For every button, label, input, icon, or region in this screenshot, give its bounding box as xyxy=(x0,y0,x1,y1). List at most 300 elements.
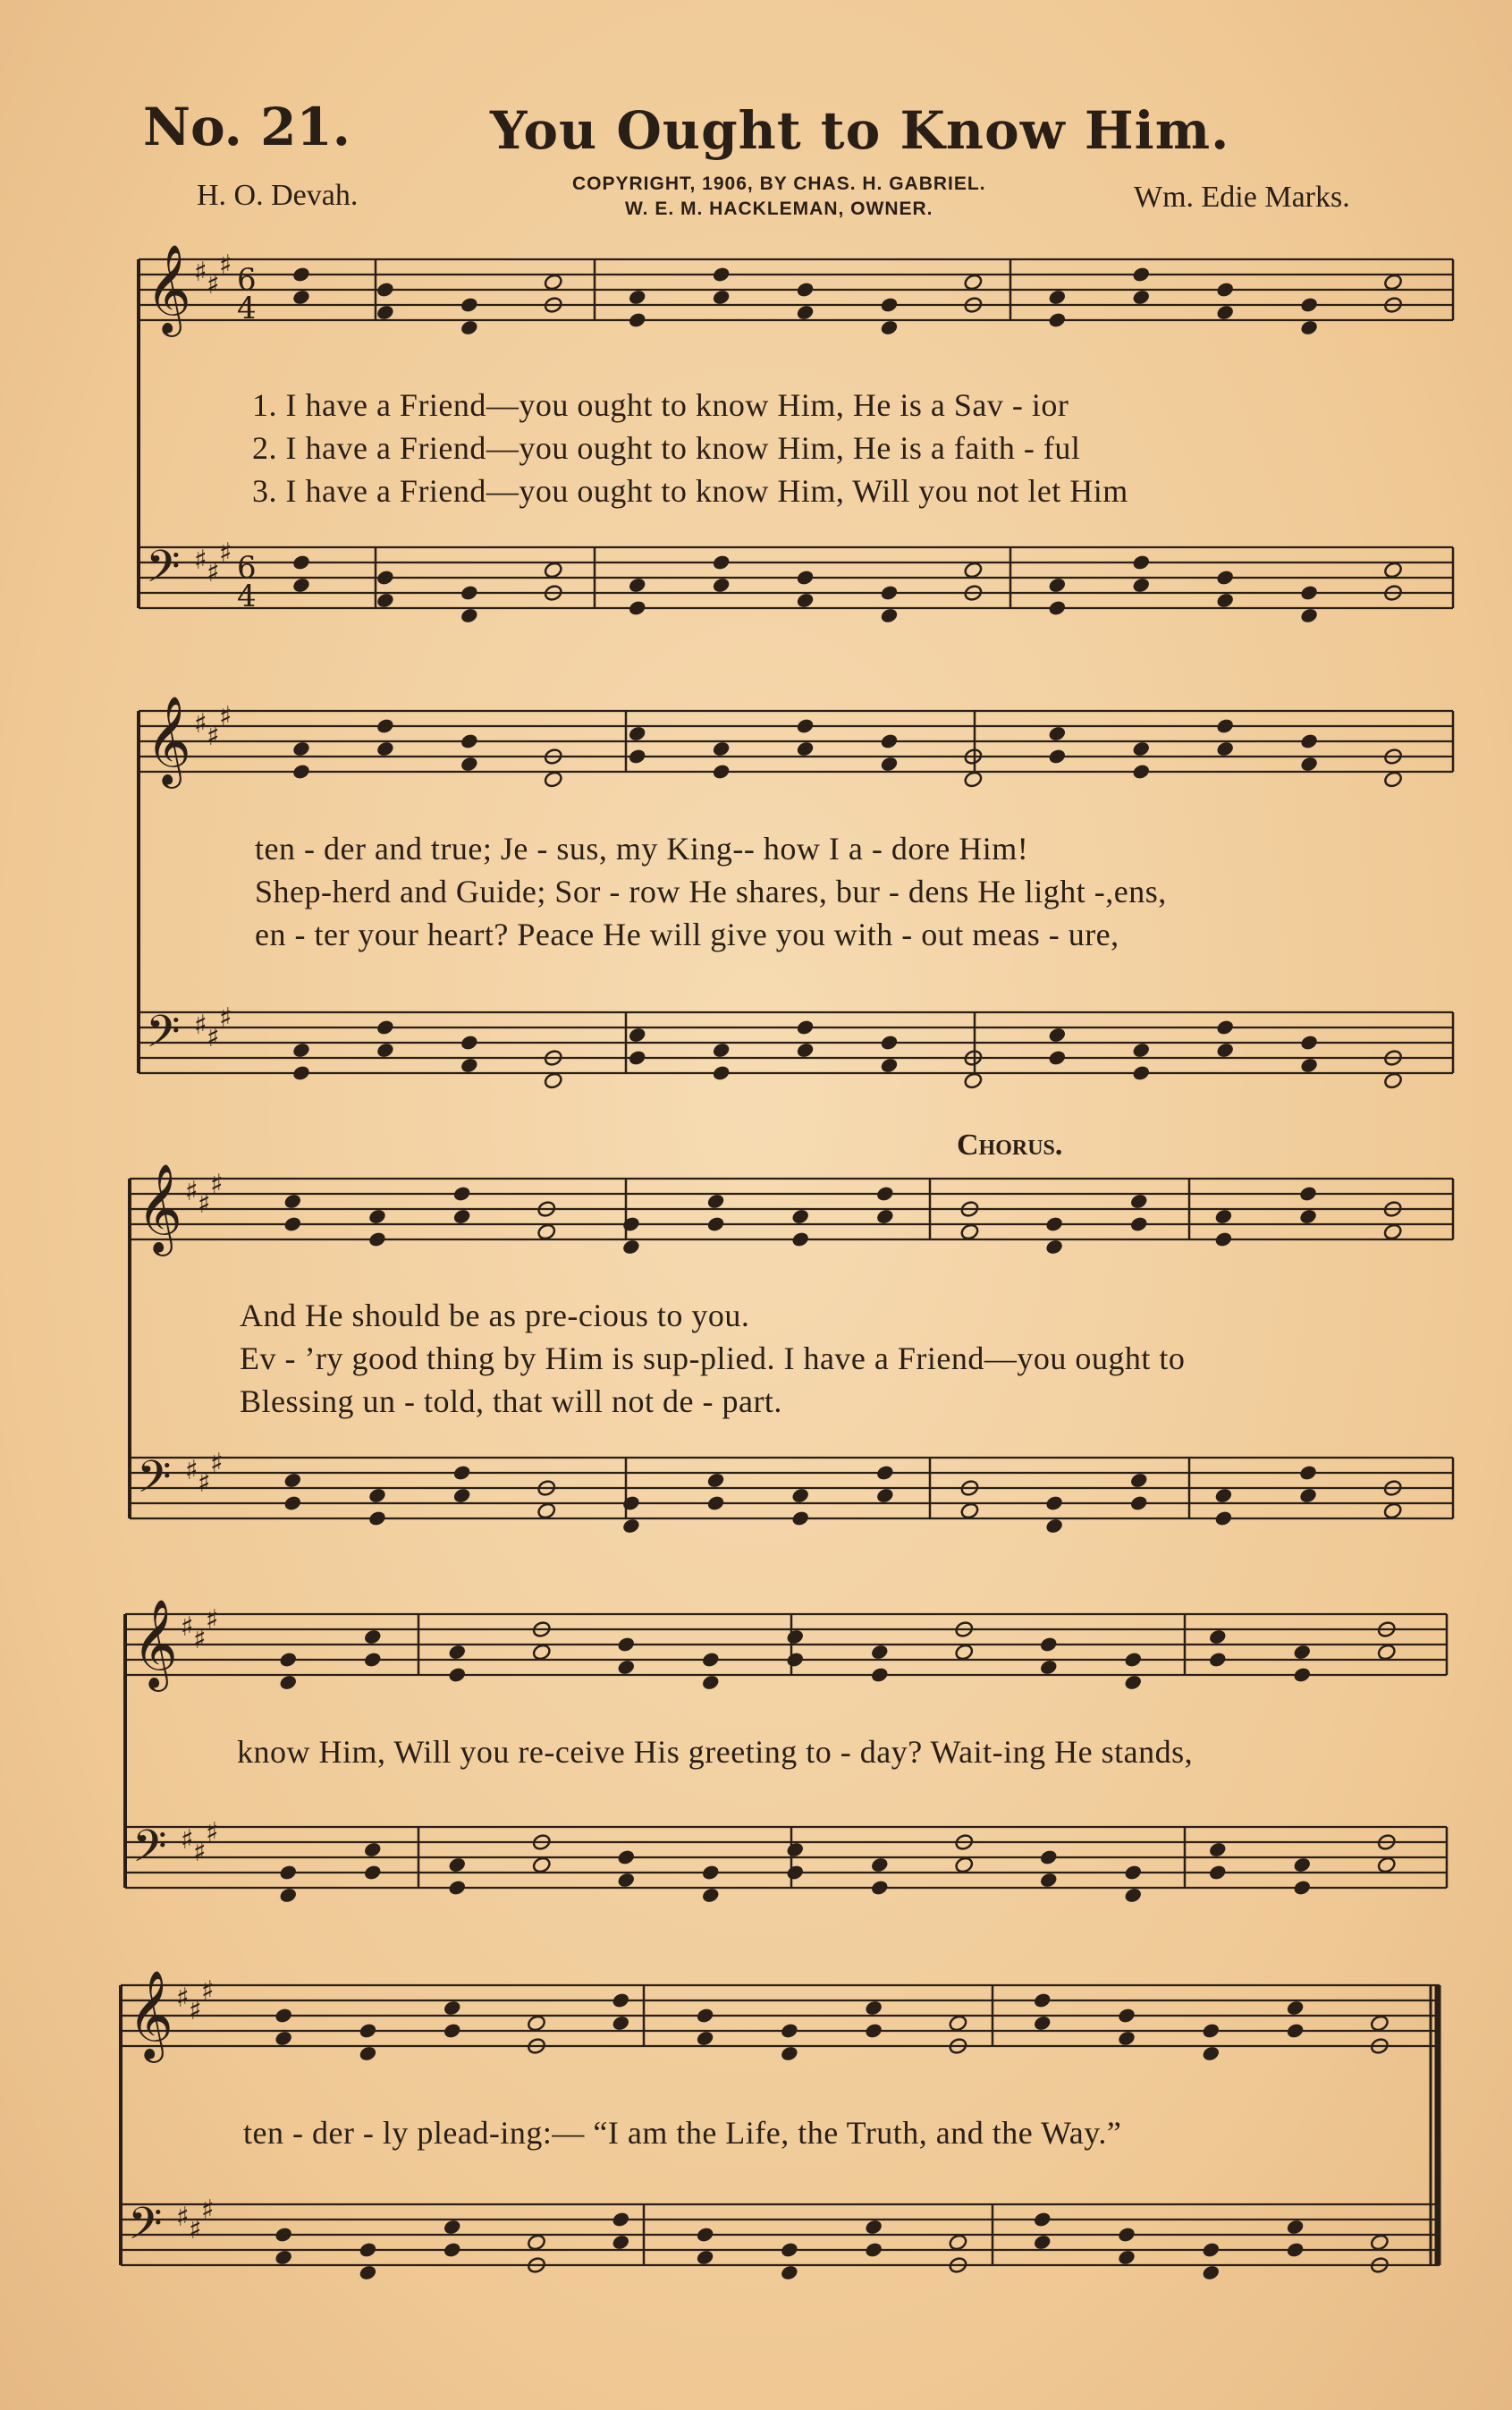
note-head xyxy=(358,2022,377,2040)
music-symbol: 𝄞 xyxy=(132,1599,178,1688)
music-symbol: ♯ xyxy=(193,1624,207,1655)
note-head xyxy=(875,1486,895,1504)
note-head xyxy=(1039,1658,1059,1676)
music-symbol: ♯ xyxy=(210,1169,224,1200)
note-head xyxy=(879,755,899,773)
note-head xyxy=(1213,1486,1233,1504)
note-head xyxy=(1215,303,1235,321)
note-head xyxy=(291,1064,311,1082)
note-head xyxy=(1047,1026,1067,1044)
note-head xyxy=(532,1856,552,1873)
note-head xyxy=(1370,2014,1390,2032)
note-head xyxy=(367,1486,387,1504)
note-head xyxy=(795,569,815,587)
note-head xyxy=(291,288,311,306)
note-head xyxy=(963,1071,983,1089)
music-symbol: ♯ xyxy=(219,1002,232,1034)
music-symbol: ♯ xyxy=(185,1455,199,1486)
note-head xyxy=(879,1034,899,1052)
note-head xyxy=(711,554,731,571)
note-head xyxy=(1039,1636,1059,1653)
note-head xyxy=(283,1494,302,1512)
hymn-number: No. 21. xyxy=(143,97,351,157)
music-symbol: ♯ xyxy=(198,1188,211,1220)
note-head xyxy=(864,1999,883,2017)
note-head xyxy=(870,1643,890,1661)
system2-verse3: en - ter your heart? Peace He will give you with - out meas - ure, xyxy=(255,917,1119,952)
note-head xyxy=(376,740,395,757)
note-head xyxy=(1383,561,1403,579)
note-head xyxy=(1047,748,1067,765)
note-head xyxy=(452,1207,471,1225)
note-head xyxy=(274,2248,293,2266)
music-symbol: 𝄞 xyxy=(146,244,191,334)
note-head xyxy=(1131,266,1151,283)
note-head xyxy=(358,2241,377,2259)
note-head xyxy=(705,1192,725,1210)
note-head xyxy=(1117,2226,1136,2244)
note-head xyxy=(1047,288,1067,306)
note-head xyxy=(628,1049,647,1067)
note-head xyxy=(879,732,899,750)
note-head xyxy=(705,1215,725,1233)
note-head xyxy=(447,1879,467,1897)
note-head xyxy=(1299,732,1319,750)
note-head xyxy=(701,1651,721,1669)
music-symbol: ♯ xyxy=(206,1817,219,1848)
note-head xyxy=(711,266,731,283)
note-head xyxy=(274,2226,293,2244)
music-symbol: ♯ xyxy=(207,721,220,752)
note-head xyxy=(780,2022,799,2040)
note-head xyxy=(790,1509,810,1527)
note-head xyxy=(795,1041,815,1059)
note-head xyxy=(376,717,395,735)
note-head xyxy=(283,1471,302,1489)
note-head xyxy=(460,732,479,750)
note-head xyxy=(1131,1064,1151,1082)
note-head xyxy=(1299,1034,1319,1052)
note-head xyxy=(460,318,479,336)
system2-verse2: Shep-herd and Guide; Sor - row He shares, bur - dens He light -,ens, xyxy=(255,874,1167,909)
note-head xyxy=(1033,2233,1052,2251)
system3-verse1: And He should be as pre-cious to you. xyxy=(240,1298,750,1333)
music-symbol: 𝄢 xyxy=(146,541,181,604)
note-head xyxy=(1383,1222,1403,1240)
note-head xyxy=(527,2014,546,2032)
composer: Wm. Edie Marks. xyxy=(1134,181,1350,214)
note-head xyxy=(1215,1041,1235,1059)
note-head xyxy=(367,1230,387,1248)
note-head xyxy=(780,2044,799,2062)
note-head xyxy=(870,1856,890,1873)
note-head xyxy=(1383,770,1403,788)
music-symbol: ♯ xyxy=(185,1176,199,1207)
note-head xyxy=(875,1185,895,1203)
music-symbol: 𝄞 xyxy=(128,1970,173,2059)
note-head xyxy=(1298,1486,1318,1504)
note-head xyxy=(705,1494,725,1512)
note-head xyxy=(1370,2233,1390,2251)
note-head xyxy=(1383,1501,1403,1519)
note-head xyxy=(1298,1207,1318,1225)
note-head xyxy=(1292,1643,1312,1661)
note-head xyxy=(291,763,311,781)
note-head xyxy=(621,1517,641,1535)
note-head xyxy=(963,770,983,788)
note-head xyxy=(376,303,395,321)
note-head xyxy=(1044,1238,1064,1256)
copyright xyxy=(572,172,986,222)
note-head xyxy=(1383,273,1403,291)
note-head xyxy=(959,1222,979,1240)
note-head xyxy=(452,1185,471,1203)
note-head xyxy=(1123,1673,1143,1691)
note-head xyxy=(1033,2014,1052,2032)
note-head xyxy=(1201,2263,1221,2281)
note-head xyxy=(460,1056,479,1074)
note-head xyxy=(1201,2044,1221,2062)
note-head xyxy=(785,1651,805,1669)
music-symbol: 𝄞 xyxy=(137,1163,182,1253)
note-head xyxy=(701,1864,721,1881)
note-head xyxy=(1299,296,1319,314)
note-head xyxy=(1117,2029,1136,2047)
music-symbol: 𝄢 xyxy=(137,1451,172,1514)
note-head xyxy=(795,591,815,609)
note-head xyxy=(460,584,479,602)
note-head xyxy=(785,1628,805,1645)
note-head xyxy=(628,599,647,617)
note-head xyxy=(1201,2241,1221,2259)
note-head xyxy=(1131,554,1151,571)
note-head xyxy=(695,2248,714,2266)
note-head xyxy=(1117,2248,1136,2266)
note-head xyxy=(291,266,311,283)
note-head xyxy=(443,2241,462,2259)
music-symbol: ♯ xyxy=(176,2202,190,2233)
note-head xyxy=(358,2263,377,2281)
note-head xyxy=(536,1222,556,1240)
note-head xyxy=(367,1509,387,1527)
copyright-line-1: COPYRIGHT, 1906, BY CHAS. H. GABRIEL. xyxy=(572,173,986,194)
music-symbol: 6 xyxy=(237,262,257,298)
note-head xyxy=(544,1071,563,1089)
note-head xyxy=(611,2211,630,2228)
music-symbol: ♯ xyxy=(201,1975,215,2007)
system3-verse3: Blessing un - told, that will not de - part. xyxy=(240,1383,782,1419)
note-head xyxy=(611,2233,630,2251)
note-head xyxy=(1131,288,1151,306)
note-head xyxy=(1047,576,1067,594)
note-head xyxy=(1208,1628,1228,1645)
note-head xyxy=(864,2022,883,2040)
note-head xyxy=(1208,1651,1228,1669)
note-head xyxy=(954,1856,974,1873)
system1-verse2: 2. I have a Friend—you ought to know Him, He is a faith - ful xyxy=(252,430,1081,466)
note-head xyxy=(879,584,899,602)
copyright-line-2: W. E. M. HACKLEMAN, OWNER. xyxy=(625,199,933,219)
note-head xyxy=(1292,1666,1312,1684)
note-head xyxy=(959,1501,979,1519)
note-head xyxy=(1285,1999,1305,2017)
note-head xyxy=(544,273,563,291)
note-head xyxy=(611,2014,630,2032)
note-head xyxy=(1298,1185,1318,1203)
note-head xyxy=(376,569,395,587)
note-head xyxy=(291,576,311,594)
note-head xyxy=(1292,1879,1312,1897)
note-head xyxy=(1377,1643,1397,1661)
note-head xyxy=(291,554,311,571)
note-head xyxy=(711,1041,731,1059)
note-head xyxy=(879,1056,899,1074)
music-symbol: ♯ xyxy=(193,1837,207,1868)
note-head xyxy=(1033,1991,1052,2009)
note-head xyxy=(795,740,815,757)
note-head xyxy=(1208,1864,1228,1881)
note-head xyxy=(1299,584,1319,602)
note-head xyxy=(532,1643,552,1661)
note-head xyxy=(1117,2007,1136,2025)
note-head xyxy=(1383,1071,1403,1089)
note-head xyxy=(376,1041,395,1059)
note-head xyxy=(460,296,479,314)
note-head xyxy=(1215,569,1235,587)
note-head xyxy=(864,2241,883,2259)
music-symbol: ♯ xyxy=(219,249,232,281)
system3-verse2: Ev - ’ry good thing by Him is sup-plied. I have a Friend—you ought to xyxy=(240,1340,1186,1376)
note-head xyxy=(1215,717,1235,735)
note-head xyxy=(948,2014,967,2032)
note-head xyxy=(544,561,563,579)
note-head xyxy=(1299,606,1319,624)
note-head xyxy=(1285,2218,1305,2236)
note-head xyxy=(711,1064,731,1082)
note-head xyxy=(780,2263,799,2281)
note-head xyxy=(447,1643,467,1661)
hymn-title: You Ought to Know Him. xyxy=(490,100,1230,161)
note-head xyxy=(1131,740,1151,757)
note-head xyxy=(1047,311,1067,329)
note-head xyxy=(695,2029,714,2047)
note-head xyxy=(291,1041,311,1059)
note-head xyxy=(376,1019,395,1036)
note-head xyxy=(790,1486,810,1504)
note-head xyxy=(278,1673,298,1691)
note-head xyxy=(363,1864,383,1881)
note-head xyxy=(628,1026,647,1044)
note-head xyxy=(447,1856,467,1873)
music-symbol: ♯ xyxy=(207,1022,220,1053)
note-head xyxy=(963,561,983,579)
note-head xyxy=(621,1238,641,1256)
note-head xyxy=(460,606,479,624)
note-head xyxy=(443,2218,462,2236)
note-head xyxy=(1213,1509,1233,1527)
note-head xyxy=(785,1864,805,1881)
note-head xyxy=(616,1658,636,1676)
note-head xyxy=(274,2007,293,2025)
note-head xyxy=(443,1999,462,2017)
note-head xyxy=(376,591,395,609)
note-head xyxy=(621,1494,641,1512)
note-head xyxy=(1285,2022,1305,2040)
note-head xyxy=(376,281,395,299)
note-head xyxy=(1129,1215,1149,1233)
note-head xyxy=(705,1471,725,1489)
note-head xyxy=(1215,591,1235,609)
music-symbol: ♯ xyxy=(201,2194,215,2226)
note-head xyxy=(1044,1517,1064,1535)
note-head xyxy=(1129,1494,1149,1512)
note-head xyxy=(611,1991,630,2009)
note-head xyxy=(447,1666,467,1684)
music-symbol: ♯ xyxy=(194,708,207,740)
note-head xyxy=(875,1207,895,1225)
note-head xyxy=(1377,1856,1397,1873)
note-head xyxy=(628,576,647,594)
note-head xyxy=(1044,1215,1064,1233)
music-symbol: 𝄞 xyxy=(146,696,191,785)
note-head xyxy=(274,2029,293,2047)
note-head xyxy=(870,1666,890,1684)
note-head xyxy=(701,1886,721,1904)
note-head xyxy=(1292,1856,1312,1873)
note-head xyxy=(536,1501,556,1519)
note-head xyxy=(785,1840,805,1858)
note-head xyxy=(695,2226,714,2244)
lyricist: H. O. Devah. xyxy=(197,179,359,212)
note-head xyxy=(1039,1871,1059,1889)
note-head xyxy=(711,740,731,757)
music-symbol: 4 xyxy=(237,291,257,326)
note-head xyxy=(1285,2241,1305,2259)
music-symbol: ♯ xyxy=(189,1995,202,2026)
chorus-label: Chorus. xyxy=(957,1129,1063,1162)
note-head xyxy=(1047,724,1067,742)
music-symbol: 𝄢 xyxy=(146,1006,181,1069)
note-head xyxy=(711,763,731,781)
note-head xyxy=(1047,1049,1067,1067)
note-head xyxy=(875,1464,895,1482)
note-head xyxy=(795,303,815,321)
music-symbol: 𝄢 xyxy=(132,1821,167,1883)
note-head xyxy=(1123,1864,1143,1881)
note-head xyxy=(864,2218,883,2236)
note-head xyxy=(1039,1848,1059,1866)
note-head xyxy=(1215,281,1235,299)
music-symbol: 𝄢 xyxy=(128,2198,163,2261)
note-head xyxy=(790,1207,810,1225)
note-head xyxy=(879,318,899,336)
system5-chorus: ten - der - ly plead-ing:— “I am the Life, the Truth, and the Way.” xyxy=(243,2115,1122,2151)
note-head xyxy=(363,1840,383,1858)
note-head xyxy=(1215,1019,1235,1036)
note-head xyxy=(443,2022,462,2040)
music-symbol: ♯ xyxy=(198,1467,211,1499)
note-head xyxy=(616,1848,636,1866)
music-symbol: 4 xyxy=(237,579,257,614)
note-head xyxy=(363,1651,383,1669)
note-head xyxy=(795,717,815,735)
note-head xyxy=(460,755,479,773)
note-head xyxy=(879,606,899,624)
music-symbol: ♯ xyxy=(207,269,220,300)
music-symbol: ♯ xyxy=(181,1824,194,1856)
note-head xyxy=(1201,2022,1221,2040)
note-head xyxy=(1129,1471,1149,1489)
music-symbol: ♯ xyxy=(194,1010,207,1041)
note-head xyxy=(795,1019,815,1036)
note-head xyxy=(780,2241,799,2259)
note-head xyxy=(701,1673,721,1691)
note-head xyxy=(628,311,647,329)
note-head xyxy=(1299,755,1319,773)
note-head xyxy=(1299,318,1319,336)
note-head xyxy=(452,1464,471,1482)
system2-verse1: ten - der and true; Je - sus, my King-- how I a - dore Him! xyxy=(255,831,1029,867)
music-symbol: ♯ xyxy=(206,1604,219,1636)
note-head xyxy=(879,296,899,314)
note-head xyxy=(628,724,647,742)
note-head xyxy=(795,281,815,299)
music-symbol: ♯ xyxy=(194,545,207,576)
music-symbol: ♯ xyxy=(176,1983,190,2014)
note-head xyxy=(283,1192,302,1210)
music-symbol: ♯ xyxy=(181,1611,194,1643)
music-symbol: ♯ xyxy=(219,701,232,732)
note-head xyxy=(363,1628,383,1645)
note-head xyxy=(1123,1651,1143,1669)
music-symbol: ♯ xyxy=(207,557,220,588)
note-head xyxy=(1215,740,1235,757)
music-symbol: ♯ xyxy=(219,537,232,569)
note-head xyxy=(616,1636,636,1653)
note-head xyxy=(278,1886,298,1904)
note-head xyxy=(616,1871,636,1889)
note-head xyxy=(963,273,983,291)
note-head xyxy=(1298,1464,1318,1482)
music-symbol: ♯ xyxy=(210,1448,224,1479)
note-head xyxy=(870,1879,890,1897)
note-head xyxy=(291,740,311,757)
note-head xyxy=(711,576,731,594)
note-head xyxy=(358,2044,377,2062)
note-head xyxy=(527,2233,546,2251)
note-head xyxy=(544,770,563,788)
note-head xyxy=(1299,1056,1319,1074)
system4-chorus: know Him, Will you re-ceive His greeting to - day? Wait-ing He stands, xyxy=(237,1734,1194,1770)
note-head xyxy=(278,1864,298,1881)
note-head xyxy=(621,1215,641,1233)
note-head xyxy=(1129,1192,1149,1210)
note-head xyxy=(628,748,647,765)
music-symbol: ♯ xyxy=(189,2214,202,2245)
music-symbol: 6 xyxy=(237,550,257,586)
note-head xyxy=(367,1207,387,1225)
note-head xyxy=(1033,2211,1052,2228)
note-head xyxy=(948,2233,967,2251)
music-symbol: ♯ xyxy=(194,257,207,288)
note-head xyxy=(283,1215,302,1233)
note-head xyxy=(1131,576,1151,594)
note-head xyxy=(790,1230,810,1248)
note-head xyxy=(1208,1840,1228,1858)
note-head xyxy=(695,2007,714,2025)
note-head xyxy=(1131,1041,1151,1059)
note-head xyxy=(460,1034,479,1052)
